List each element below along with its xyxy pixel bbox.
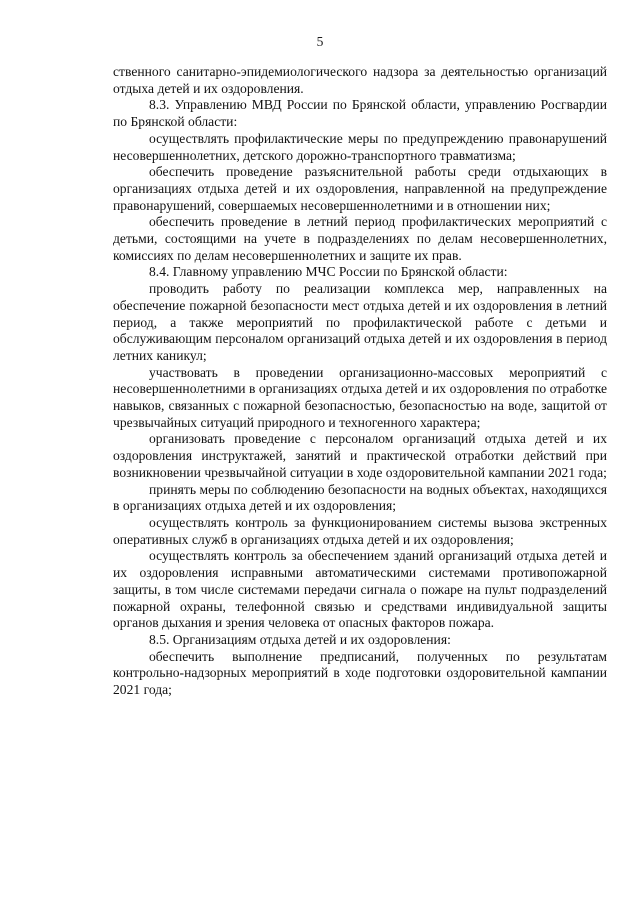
paragraph: осуществлять контроль за обеспечением зданий организаций отдыха детей и их оздоровления исправными автоматическими системами противопожарной защиты, в том числе системами передачи сигнала о пожаре на пульт подразделений пожарной охраны, телефонной связью и средствами индивидуальной защиты органов дыхания и зрения человека от опасных факторов пожара.: [113, 548, 607, 631]
paragraph: проводить работу по реализации комплекса мер, направленных на обеспечение пожарной безопасности мест отдыха детей и их оздоровления в летний период, а также мероприятий по профилактической работе с детьми и обслуживающим персоналом организаций отдыха детей и их оздоровления в период летних каникул;: [113, 281, 607, 363]
paragraph: 8.3. Управлению МВД России по Брянской области, управлению Росгвардии по Брянской области:: [113, 97, 607, 130]
page-number: 5: [316, 34, 324, 49]
paragraph: ственного санитарно-эпидемиологического надзора за деятельностью организаций отдыха детей и их оздоровления.: [113, 64, 607, 96]
document-body: [113, 64, 607, 699]
paragraph: обеспечить проведение в летний период профилактических мероприятий с детьми, состоящими на учете в подразделениях по делам несовершеннолетних, комиссиях по делам несовершеннолетних и защите их прав.: [113, 214, 607, 263]
paragraph: участвовать в проведении организационно-массовых мероприятий с несовершеннолетними в организациях отдыха детей и их оздоровления по отработке навыков, связанных с пожарной безопасностью, безопасностью на воде, защитой от чрезвычайных ситуаций природного и техногенного характера;: [113, 364, 607, 430]
paragraph: осуществлять контроль за функционированием системы вызова экстренных оперативных служб в организациях отдыха детей и их оздоровления;: [113, 514, 607, 547]
paragraph: организовать проведение с персоналом организаций отдыха детей и их оздоровления инструктажей, занятий и практической отработки действий при возникновении чрезвычайной ситуации в ходе оздоровительной кампании 2021 года;: [113, 431, 607, 480]
paragraph: обеспечить выполнение предписаний, полученных по результатам контрольно-надзорных мероприятий в ходе подготовки оздоровительной кампании 2021 года;: [113, 648, 607, 698]
paragraph: осуществлять профилактические меры по предупреждению правонарушений несовершеннолетних, детского дорожно-транспортного травматизма;: [113, 130, 607, 163]
paragraph: принять меры по соблюдению безопасности на водных объектах, находящихся в организациях отдыха детей и их оздоровления;: [113, 481, 607, 514]
paragraph: 8.5. Организациям отдыха детей и их оздоровления:: [149, 631, 451, 647]
paragraph: 8.4. Главному управлению МЧС России по Брянской области:: [149, 264, 508, 280]
paragraph: обеспечить проведение разъяснительной работы среди отдыхающих в организациях отдыха детей и их оздоровления, направленной на предупреждение правонарушений, совершаемых несовершеннолетними и в отношении них;: [113, 164, 607, 213]
